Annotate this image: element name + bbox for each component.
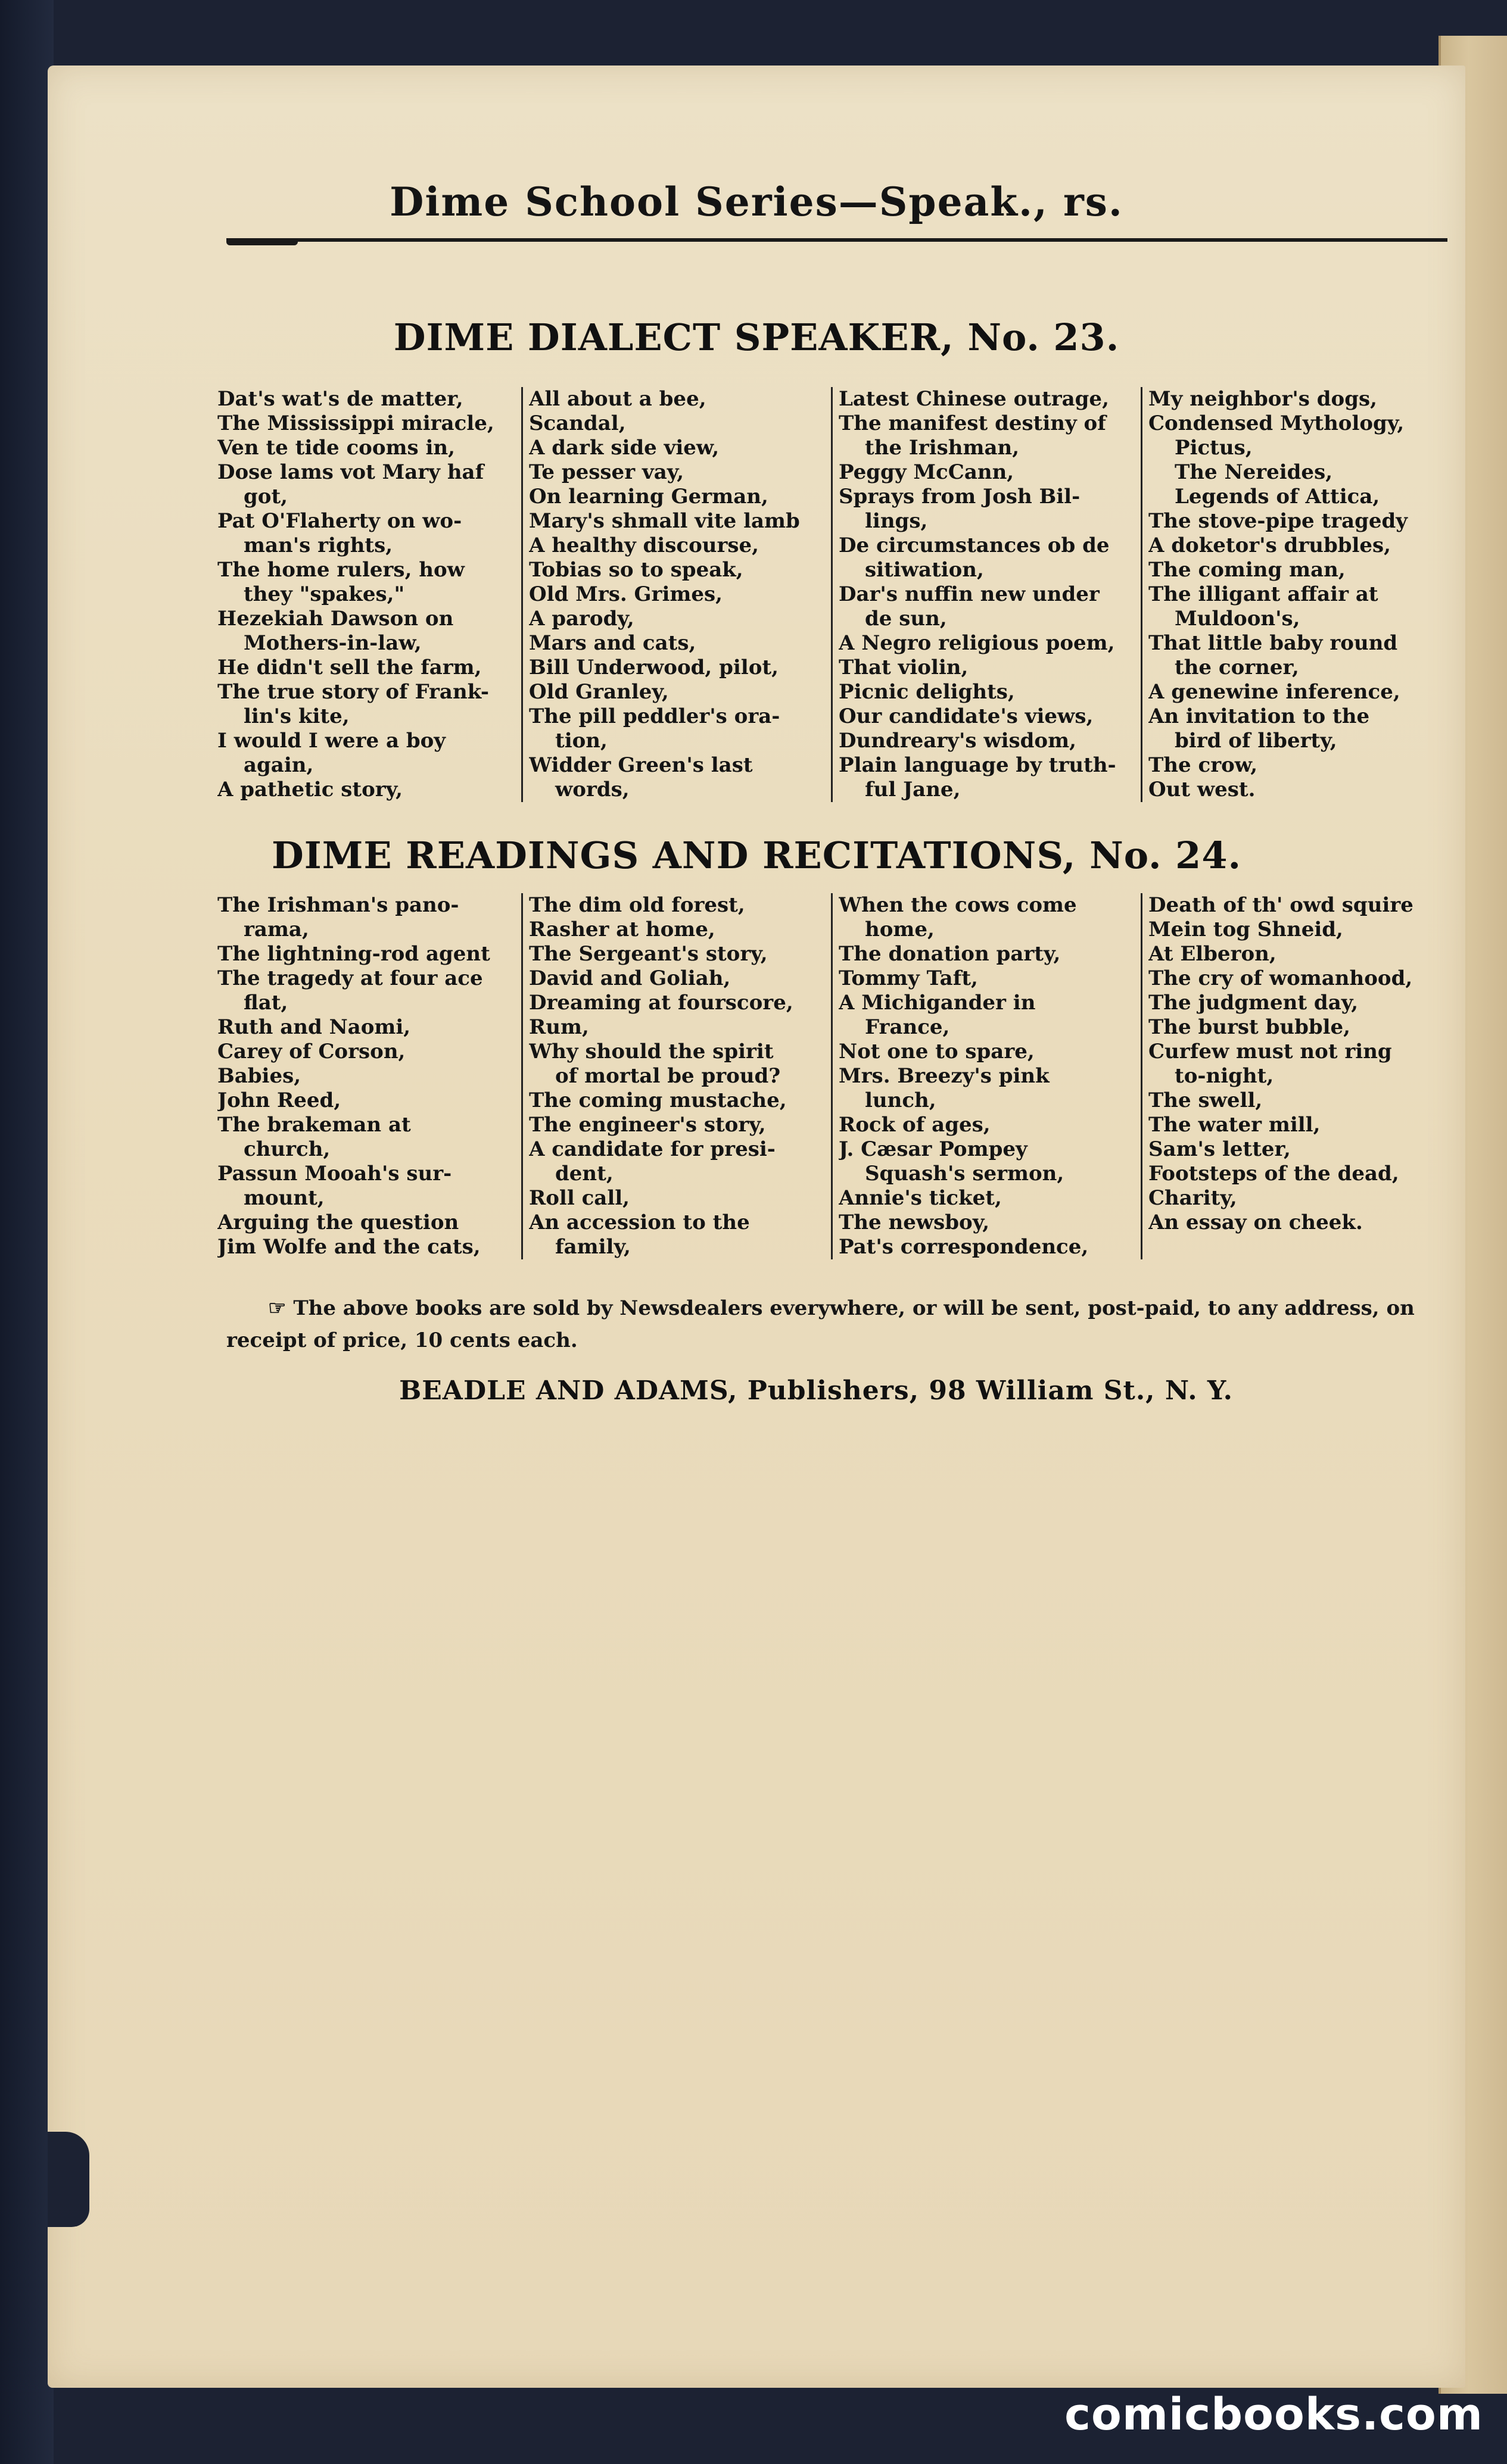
column-1: [211, 893, 521, 1259]
entry-line: Why should the spirit: [529, 1040, 774, 1063]
entry-line: to-night,: [1175, 1064, 1274, 1088]
section-title-readings-recitations: DIME READINGS AND RECITATIONS, No. 24.: [271, 834, 1242, 877]
entry-line: I would I were a boy: [217, 729, 446, 753]
entry-line: the Irishman,: [865, 436, 1020, 460]
background-left: [0, 0, 54, 2464]
entry-line: The home rulers, how: [217, 558, 465, 582]
entry-line: Legends of Attica,: [1175, 485, 1380, 509]
watermark: comicbooks.com: [1064, 2389, 1483, 2440]
entry-line: A dark side view,: [529, 436, 720, 460]
entry-line: got,: [244, 485, 288, 509]
entry-line: An invitation to the: [1148, 704, 1370, 728]
entry-line: John Reed,: [217, 1088, 341, 1112]
entry-line: Babies,: [217, 1064, 301, 1088]
entry-line: Mein tog Shneid,: [1148, 918, 1343, 941]
entry-line: The tragedy at four ace: [217, 966, 483, 990]
entry-line: Passun Mooah's sur-: [217, 1162, 452, 1186]
entry-line: My neighbor's dogs,: [1148, 387, 1377, 411]
entry-line: Dreaming at fourscore,: [529, 991, 793, 1015]
entry-line: Tobias so to speak,: [529, 558, 743, 582]
entry-line: the corner,: [1175, 656, 1299, 679]
entry-line: The Nereides,: [1175, 460, 1333, 484]
entry-line: sitiwation,: [865, 558, 984, 582]
entry-line: tion,: [555, 729, 608, 753]
entry-line: The brakeman at: [217, 1113, 411, 1137]
section-title-dialect-speaker: DIME DIALECT SPEAKER, No. 23.: [393, 316, 1120, 359]
entry-line: Old Mrs. Grimes,: [529, 582, 723, 606]
entry-line: rama,: [244, 918, 309, 941]
entry-line: The illigant affair at: [1148, 582, 1378, 606]
entry-line: bird of liberty,: [1175, 729, 1337, 753]
entry-line: The Mississippi miracle,: [217, 411, 494, 435]
column-3: [831, 387, 1141, 802]
column-2: [521, 387, 831, 802]
entry-line: The judgment day,: [1148, 991, 1359, 1015]
entry-line: family,: [555, 1235, 631, 1259]
entry-line: man's rights,: [244, 534, 393, 557]
header-rule-flourish: [226, 239, 298, 245]
entry-line: France,: [865, 1015, 950, 1039]
entry-line: Death of th' owd squire: [1148, 893, 1413, 917]
entry-line: Widder Green's last: [529, 753, 753, 777]
entry-line: Dose lams vot Mary haf: [217, 460, 484, 484]
entry-line: Pat O'Flaherty on wo-: [217, 509, 462, 533]
entry-line: de sun,: [865, 607, 947, 631]
entry-line: Charity,: [1148, 1186, 1237, 1210]
entry-line: A candidate for presi-: [529, 1137, 776, 1161]
entry-line: Latest Chinese outrage,: [839, 387, 1109, 411]
entry-line: flat,: [244, 991, 288, 1015]
entry-line: An accession to the: [529, 1211, 750, 1234]
entry-line: Plain language by truth-: [839, 753, 1116, 777]
entry-line: Arguing the question: [217, 1211, 459, 1234]
entry-line: lin's kite,: [244, 704, 350, 728]
entry-line: Dundreary's wisdom,: [839, 729, 1076, 753]
column-1: [211, 387, 521, 802]
entry-line: The pill peddler's ora-: [529, 704, 780, 728]
sales-note: ☞ The above books are sold by Newsdealers everywhere, or will be sent, post-paid, to any address, on receipt of price, 10 cents each.: [226, 1296, 1415, 1352]
entry-line: The lightning-rod agent: [217, 942, 490, 966]
entry-line: He didn't sell the farm,: [217, 656, 482, 679]
entry-line: Dat's wat's de matter,: [217, 387, 463, 411]
column-4: [1141, 893, 1450, 1259]
entry-line: The Irishman's pano-: [217, 893, 459, 917]
entry-line: A healthy discourse,: [529, 534, 759, 557]
entry-line: A genewine inference,: [1148, 680, 1400, 704]
section-dialect-speaker-columns: [211, 387, 1450, 802]
entry-line: Curfew must not ring: [1148, 1040, 1392, 1063]
entry-line: Mary's shmall vite lamb: [529, 509, 800, 533]
entry-line: The coming man,: [1148, 558, 1346, 582]
entry-line: Scandal,: [529, 411, 626, 435]
entry-line: church,: [244, 1137, 331, 1161]
column-3: [831, 893, 1141, 1259]
entry-line: Sprays from Josh Bil-: [839, 485, 1081, 509]
entry-line: The cry of womanhood,: [1148, 966, 1413, 990]
entry-line: of mortal be proud?: [555, 1064, 781, 1088]
publisher-line: BEADLE AND ADAMS, Publishers, 98 William St., N. Y.: [399, 1376, 1233, 1406]
entry-line: The coming mustache,: [529, 1088, 787, 1112]
entry-line: A parody,: [529, 607, 634, 631]
entry-line: Mrs. Breezy's pink: [839, 1064, 1050, 1088]
entry-line: Tommy Taft,: [839, 966, 978, 990]
entry-line: Ruth and Naomi,: [217, 1015, 411, 1039]
running-head: Dime School Series—Speak., rs.: [390, 179, 1123, 225]
entry-line: Peggy McCann,: [839, 460, 1014, 484]
entry-line: The burst bubble,: [1148, 1015, 1351, 1039]
entry-line: That little baby round: [1148, 631, 1398, 655]
entry-line: Our candidate's views,: [839, 704, 1094, 728]
column-2: [521, 893, 831, 1259]
entry-line: The Sergeant's story,: [529, 942, 768, 966]
entry-line: A doketor's drubbles,: [1148, 534, 1391, 557]
entry-line: Jim Wolfe and the cats,: [217, 1235, 481, 1259]
entry-line: Condensed Mythology,: [1148, 411, 1405, 435]
entry-line: David and Goliah,: [529, 966, 731, 990]
entry-line: Annie's ticket,: [839, 1186, 1002, 1210]
entry-line: Rum,: [529, 1015, 589, 1039]
entry-line: The manifest destiny of: [839, 411, 1106, 435]
entry-line: they "spakes,": [244, 582, 405, 606]
entry-line: A Negro religious poem,: [839, 631, 1115, 655]
entry-line: Ven te tide cooms in,: [217, 436, 455, 460]
entry-line: Mars and cats,: [529, 631, 696, 655]
entry-line: Roll call,: [529, 1186, 630, 1210]
entry-line: Rock of ages,: [839, 1113, 991, 1137]
entry-line: The dim old forest,: [529, 893, 745, 917]
column-4: [1141, 387, 1450, 802]
header-rule: [226, 238, 1447, 242]
entry-line: A Michigander in: [839, 991, 1036, 1015]
entry-line: ful Jane,: [865, 778, 961, 801]
entry-line: Old Granley,: [529, 680, 669, 704]
entry-line: words,: [555, 778, 630, 801]
entry-line: Pictus,: [1175, 436, 1253, 460]
entry-line: On learning German,: [529, 485, 768, 509]
entry-line: again,: [244, 753, 314, 777]
entry-line: The stove-pipe tragedy: [1148, 509, 1408, 533]
entry-line: mount,: [244, 1186, 325, 1210]
entry-line: lings,: [865, 509, 928, 533]
entry-line: Carey of Corson,: [217, 1040, 406, 1063]
entry-line: De circumstances ob de: [839, 534, 1110, 557]
entry-line: The water mill,: [1148, 1113, 1321, 1137]
entry-line: That violin,: [839, 656, 969, 679]
entry-line: The swell,: [1148, 1088, 1263, 1112]
entry-line: At Elberon,: [1148, 942, 1276, 966]
torn-page-corner: [48, 2132, 89, 2227]
entry-line: Footsteps of the dead,: [1148, 1162, 1399, 1186]
entry-line: A pathetic story,: [217, 778, 403, 801]
entry-line: dent,: [555, 1162, 614, 1186]
entry-line: Muldoon's,: [1175, 607, 1300, 631]
entry-line: An essay on cheek.: [1148, 1211, 1363, 1234]
section-readings-recitations-columns: [211, 893, 1450, 1259]
entry-line: Picnic delights,: [839, 680, 1015, 704]
entry-line: Out west.: [1148, 778, 1256, 801]
entry-line: Pat's correspondence,: [839, 1235, 1089, 1259]
entry-line: Rasher at home,: [529, 918, 715, 941]
entry-line: The engineer's story,: [529, 1113, 766, 1137]
entry-line: Sam's letter,: [1148, 1137, 1291, 1161]
entry-line: When the cows come: [839, 893, 1077, 917]
entry-line: Dar's nuffin new under: [839, 582, 1100, 606]
entry-line: All about a bee,: [529, 387, 706, 411]
entry-line: Te pesser vay,: [529, 460, 684, 484]
entry-line: J. Cæsar Pompey: [839, 1137, 1028, 1161]
entry-line: Mothers-in-law,: [244, 631, 422, 655]
entry-line: The true story of Frank-: [217, 680, 489, 704]
entry-line: Not one to spare,: [839, 1040, 1035, 1063]
entry-line: Hezekiah Dawson on: [217, 607, 454, 631]
entry-line: Bill Underwood, pilot,: [529, 656, 779, 679]
entry-line: The crow,: [1148, 753, 1258, 777]
entry-line: Squash's sermon,: [865, 1162, 1064, 1186]
document-page: [48, 66, 1465, 2388]
entry-line: home,: [865, 918, 935, 941]
entry-line: lunch,: [865, 1088, 936, 1112]
entry-line: The donation party,: [839, 942, 1061, 966]
entry-line: The newsboy,: [839, 1211, 990, 1234]
